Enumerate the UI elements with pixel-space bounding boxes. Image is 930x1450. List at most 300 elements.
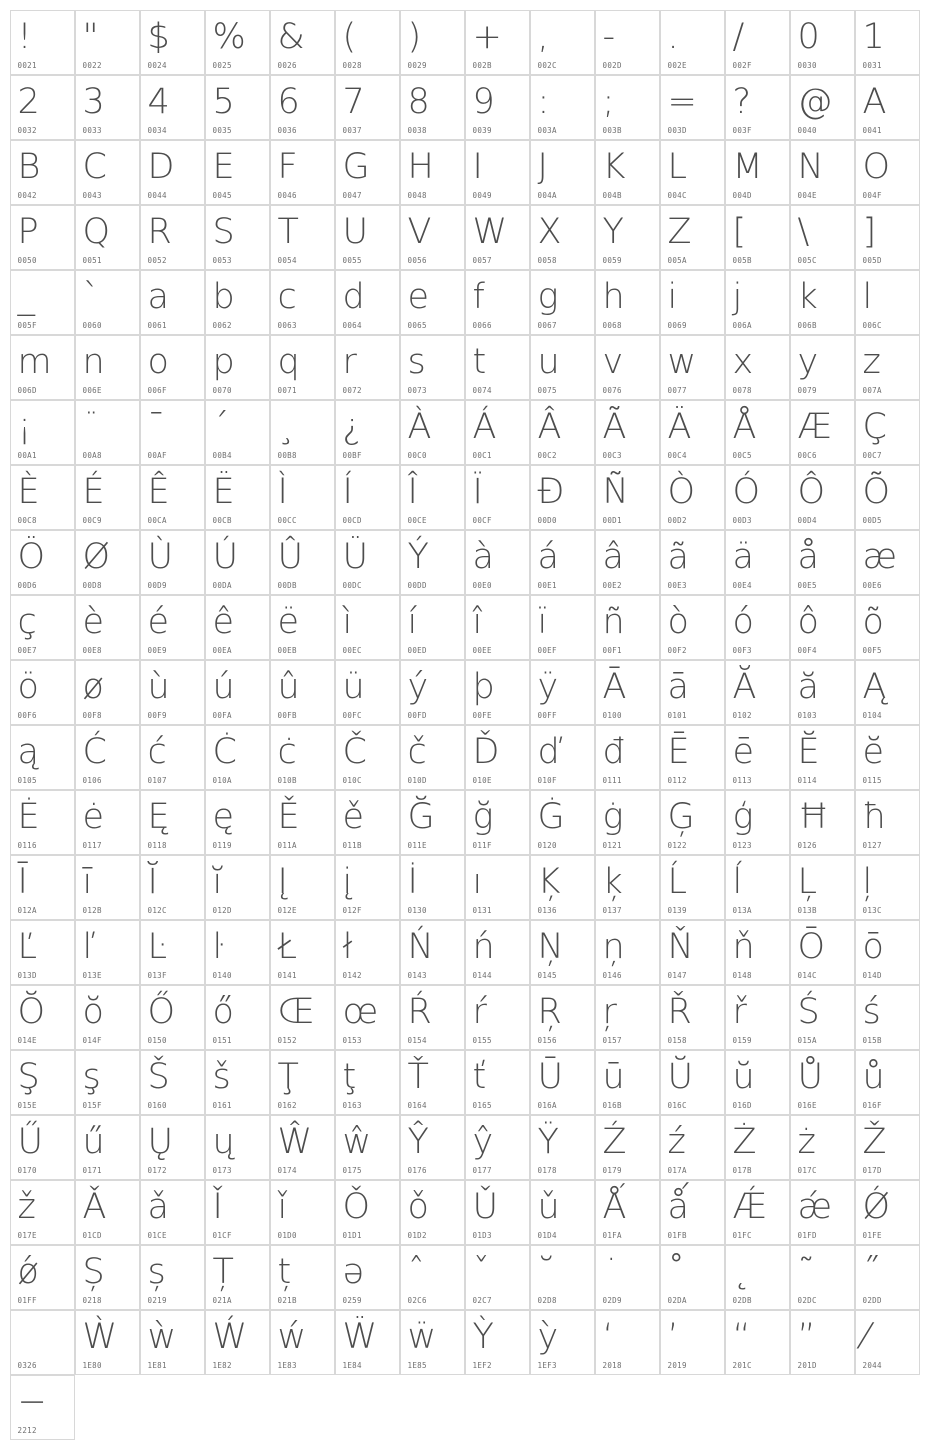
glyph-codepoint: 02DA — [667, 1296, 687, 1305]
glyph-codepoint: 0056 — [407, 256, 427, 265]
glyph-codepoint: 002F — [732, 61, 752, 70]
glyph-cell — [75, 1180, 141, 1246]
glyph-sample: é — [147, 601, 170, 642]
glyph-sample: Û — [277, 536, 304, 577]
glyph-sample: š — [212, 1056, 231, 1097]
glyph-cell — [10, 75, 76, 141]
glyph-codepoint: 016C — [667, 1101, 687, 1110]
glyph-cell — [270, 335, 336, 401]
glyph-cell — [595, 855, 661, 921]
glyph-sample: Ğ — [407, 796, 435, 837]
glyph-codepoint: 01FC — [732, 1231, 752, 1240]
glyph-cell — [595, 270, 661, 336]
glyph-codepoint: 0120 — [537, 841, 557, 850]
glyph-codepoint: 00D0 — [537, 516, 557, 525]
glyph-codepoint: 00DD — [407, 581, 427, 590]
glyph-sample: ¸ — [277, 406, 295, 447]
glyph-codepoint: 201D — [797, 1361, 817, 1370]
glyph-codepoint: 0119 — [212, 841, 232, 850]
glyph-codepoint: 0175 — [342, 1166, 362, 1175]
glyph-cell — [465, 1310, 531, 1376]
glyph-sample: Ź — [602, 1121, 627, 1162]
glyph-codepoint: 02DC — [797, 1296, 817, 1305]
glyph-cell — [595, 400, 661, 466]
glyph-codepoint: 0041 — [862, 126, 882, 135]
glyph-sample: k — [797, 276, 818, 317]
glyph-sample: ī — [82, 861, 93, 902]
glyph-sample: â — [602, 536, 624, 577]
glyph-codepoint: 0141 — [277, 971, 297, 980]
glyph-cell — [205, 465, 271, 531]
glyph-codepoint: 0219 — [147, 1296, 167, 1305]
glyph-codepoint: 0115 — [862, 776, 882, 785]
glyph-codepoint: 0259 — [342, 1296, 362, 1305]
glyph-codepoint: 002C — [537, 61, 557, 70]
glyph-cell — [790, 660, 856, 726]
glyph-sample: Ű — [17, 1121, 44, 1162]
glyph-sample: R — [147, 211, 172, 252]
glyph-sample: ø — [82, 666, 104, 707]
glyph-cell — [595, 1050, 661, 1116]
glyph-sample: Â — [537, 406, 562, 447]
glyph-cell — [530, 855, 596, 921]
glyph-codepoint: 00E6 — [862, 581, 882, 590]
glyph-sample: ł — [342, 926, 353, 967]
glyph-sample: & — [277, 16, 305, 57]
glyph-cell — [660, 1180, 726, 1246]
glyph-codepoint: 00CA — [147, 516, 167, 525]
glyph-cell — [75, 1115, 141, 1181]
glyph-codepoint: 0036 — [277, 126, 297, 135]
glyph-sample: õ — [862, 601, 884, 642]
glyph-codepoint: 021B — [277, 1296, 297, 1305]
glyph-cell — [530, 790, 596, 856]
glyph-codepoint: 0042 — [17, 191, 37, 200]
glyph-cell — [855, 855, 921, 921]
glyph-cell — [75, 855, 141, 921]
glyph-codepoint: 004D — [732, 191, 752, 200]
glyph-sample: [ — [732, 211, 747, 252]
glyph-sample: I — [472, 146, 483, 187]
glyph-codepoint: 00E9 — [147, 646, 167, 655]
glyph-codepoint: 0046 — [277, 191, 297, 200]
glyph-sample: Ħ — [797, 796, 830, 837]
glyph-cell — [465, 985, 531, 1051]
glyph-codepoint: 0021 — [17, 61, 37, 70]
glyph-cell — [660, 985, 726, 1051]
glyph-cell — [335, 855, 401, 921]
glyph-cell — [75, 1310, 141, 1376]
glyph-codepoint: 004A — [537, 191, 557, 200]
glyph-codepoint: 012F — [342, 906, 362, 915]
glyph-cell — [10, 1115, 76, 1181]
glyph-sample: ǽ — [797, 1186, 832, 1227]
glyph-cell — [140, 400, 206, 466]
glyph-codepoint: 016D — [732, 1101, 752, 1110]
glyph-sample: ģ — [732, 796, 754, 837]
glyph-sample: g — [537, 276, 559, 317]
glyph-cell — [400, 660, 466, 726]
glyph-sample: ä — [732, 536, 754, 577]
glyph-codepoint: 0104 — [862, 711, 882, 720]
glyph-codepoint: 02DB — [732, 1296, 752, 1305]
glyph-cell — [75, 1245, 141, 1311]
glyph-cell — [335, 790, 401, 856]
glyph-sample: ‘ — [602, 1316, 614, 1357]
glyph-codepoint: 012C — [147, 906, 167, 915]
glyph-cell — [855, 660, 921, 726]
glyph-codepoint: 0060 — [82, 321, 102, 330]
glyph-codepoint: 00C0 — [407, 451, 427, 460]
glyph-sample: æ — [862, 536, 897, 577]
glyph-cell — [790, 985, 856, 1051]
glyph-sample: ų — [212, 1121, 235, 1162]
glyph-sample: n — [82, 341, 105, 382]
glyph-codepoint: 0072 — [342, 386, 362, 395]
glyph-sample: Ü — [342, 536, 369, 577]
glyph-codepoint: 0068 — [602, 321, 622, 330]
glyph-cell — [10, 205, 76, 271]
glyph-codepoint: 00D4 — [797, 516, 817, 525]
glyph-sample: b — [212, 276, 235, 317]
glyph-cell — [530, 530, 596, 596]
glyph-codepoint: 0063 — [277, 321, 297, 330]
glyph-cell — [400, 920, 466, 986]
glyph-sample: ŵ — [342, 1121, 372, 1162]
glyph-codepoint: 0064 — [342, 321, 362, 330]
glyph-codepoint: 0130 — [407, 906, 427, 915]
glyph-cell — [530, 1050, 596, 1116]
glyph-cell — [400, 1180, 466, 1246]
glyph-codepoint: 0137 — [602, 906, 622, 915]
glyph-codepoint: 0156 — [537, 1036, 557, 1045]
glyph-codepoint: 0161 — [212, 1101, 232, 1110]
glyph-cell — [335, 75, 401, 141]
glyph-codepoint: 01D0 — [277, 1231, 297, 1240]
glyph-sample: % — [212, 16, 246, 57]
glyph-cell — [660, 400, 726, 466]
glyph-cell — [75, 985, 141, 1051]
glyph-codepoint: 0024 — [147, 61, 167, 70]
glyph-codepoint: 00D1 — [602, 516, 622, 525]
glyph-cell — [10, 855, 76, 921]
glyph-sample: − — [17, 1381, 47, 1422]
glyph-codepoint: 015B — [862, 1036, 882, 1045]
glyph-codepoint: 016E — [797, 1101, 817, 1110]
glyph-cell — [725, 140, 791, 206]
glyph-cell — [465, 1050, 531, 1116]
glyph-sample: ¡ — [17, 406, 32, 447]
glyph-cell — [595, 75, 661, 141]
glyph-codepoint: 00CB — [212, 516, 232, 525]
glyph-codepoint: 00E7 — [17, 646, 37, 655]
glyph-cell — [10, 660, 76, 726]
glyph-sample: + — [472, 16, 502, 57]
glyph-codepoint: 00D3 — [732, 516, 752, 525]
glyph-cell — [790, 335, 856, 401]
glyph-cell — [205, 205, 271, 271]
glyph-sample: K — [602, 146, 626, 187]
glyph-codepoint: 0051 — [82, 256, 102, 265]
glyph-sample: ó — [732, 601, 754, 642]
glyph-cell — [530, 465, 596, 531]
glyph-cell — [465, 140, 531, 206]
glyph-sample: Ľ — [17, 926, 37, 967]
glyph-sample: A — [862, 81, 887, 122]
glyph-codepoint: 005A — [667, 256, 687, 265]
glyph-codepoint: 0147 — [667, 971, 687, 980]
glyph-codepoint: 0177 — [472, 1166, 492, 1175]
glyph-cell — [205, 10, 271, 76]
glyph-cell — [10, 725, 76, 791]
glyph-cell — [335, 660, 401, 726]
glyph-codepoint: 00C9 — [82, 516, 102, 525]
glyph-sample: Ð — [537, 471, 565, 512]
glyph-cell — [465, 1245, 531, 1311]
glyph-codepoint: 0114 — [797, 776, 817, 785]
glyph-codepoint: 004C — [667, 191, 687, 200]
glyph-sample: Ş — [17, 1056, 40, 1097]
glyph-sample: Ŕ — [407, 991, 432, 1032]
glyph-cell — [855, 725, 921, 791]
glyph-sample: Y — [602, 211, 624, 252]
glyph-codepoint: 0045 — [212, 191, 232, 200]
glyph-cell — [270, 465, 336, 531]
glyph-codepoint: 00C5 — [732, 451, 752, 460]
glyph-codepoint: 0034 — [147, 126, 167, 135]
glyph-cell — [400, 465, 466, 531]
glyph-codepoint: 017A — [667, 1166, 687, 1175]
glyph-sample: Ĕ — [797, 731, 820, 772]
glyph-sample: Į — [277, 861, 288, 902]
glyph-sample: N — [797, 146, 824, 187]
glyph-cell — [530, 1245, 596, 1311]
glyph-codepoint: 005C — [797, 256, 817, 265]
glyph-cell — [790, 530, 856, 596]
glyph-codepoint: 01D4 — [537, 1231, 557, 1240]
glyph-codepoint: 00CD — [342, 516, 362, 525]
glyph-codepoint: 00C2 — [537, 451, 557, 460]
glyph-sample: W — [472, 211, 508, 252]
glyph-sample: ū — [602, 1056, 625, 1097]
glyph-codepoint: 01CD — [82, 1231, 102, 1240]
glyph-sample: L — [667, 146, 687, 187]
glyph-sample: C — [82, 146, 107, 187]
glyph-codepoint: 0143 — [407, 971, 427, 980]
glyph-sample: Ď — [472, 731, 500, 772]
glyph-sample: à — [472, 536, 494, 577]
glyph-cell — [790, 140, 856, 206]
glyph-cell — [10, 465, 76, 531]
glyph-codepoint: 0117 — [82, 841, 102, 850]
glyph-codepoint: 0171 — [82, 1166, 102, 1175]
glyph-sample: í — [407, 601, 418, 642]
glyph-codepoint: 00FD — [407, 711, 427, 720]
glyph-codepoint: 0053 — [212, 256, 232, 265]
glyph-sample: ´ — [212, 406, 230, 447]
glyph-codepoint: 0071 — [277, 386, 297, 395]
glyph-cell — [140, 855, 206, 921]
glyph-codepoint: 0052 — [147, 256, 167, 265]
glyph-cell — [465, 855, 531, 921]
glyph-sample: Ē — [667, 731, 690, 772]
glyph-cell — [725, 1115, 791, 1181]
glyph-cell — [595, 660, 661, 726]
glyph-sample: \ — [797, 211, 810, 252]
glyph-sample: Ġ — [537, 796, 565, 837]
glyph-cell — [465, 790, 531, 856]
glyph-cell — [660, 725, 726, 791]
glyph-sample: O — [862, 146, 891, 187]
glyph-codepoint: 0159 — [732, 1036, 752, 1045]
glyph-sample: Ù — [147, 536, 174, 577]
glyph-codepoint: 0044 — [147, 191, 167, 200]
glyph-sample: ò — [667, 601, 689, 642]
glyph-cell — [660, 660, 726, 726]
glyph-cell — [595, 140, 661, 206]
glyph-codepoint: 0170 — [17, 1166, 37, 1175]
glyph-cell — [530, 270, 596, 336]
glyph-codepoint: 0069 — [667, 321, 687, 330]
glyph-codepoint: 00F3 — [732, 646, 752, 655]
glyph-cell — [270, 75, 336, 141]
glyph-codepoint: 00DA — [212, 581, 232, 590]
glyph-cell — [335, 1115, 401, 1181]
glyph-sample: Ė — [17, 796, 40, 837]
glyph-cell — [660, 790, 726, 856]
glyph-cell — [205, 335, 271, 401]
glyph-cell — [400, 10, 466, 76]
glyph-sample: Ǒ — [342, 1186, 371, 1227]
glyph-codepoint: 00E8 — [82, 646, 102, 655]
glyph-sample: f — [472, 276, 485, 317]
glyph-cell — [530, 1180, 596, 1246]
glyph-sample: Ã — [602, 406, 627, 447]
glyph-cell — [790, 400, 856, 466]
glyph-sample: 9 — [472, 81, 495, 122]
glyph-sample: è — [82, 601, 105, 642]
glyph-cell — [725, 205, 791, 271]
glyph-cell — [595, 985, 661, 1051]
glyph-sample: Ő — [147, 991, 176, 1032]
glyph-codepoint: 0179 — [602, 1166, 622, 1175]
glyph-codepoint: 0142 — [342, 971, 362, 980]
glyph-cell — [270, 725, 336, 791]
glyph-cell — [465, 465, 531, 531]
glyph-sample: Ť — [407, 1056, 429, 1097]
glyph-codepoint: 00CE — [407, 516, 427, 525]
glyph-cell — [465, 725, 531, 791]
glyph-sample: ŷ — [472, 1121, 494, 1162]
glyph-codepoint: 013C — [862, 906, 882, 915]
glyph-cell — [270, 595, 336, 661]
glyph-cell — [725, 920, 791, 986]
glyph-codepoint: 015E — [17, 1101, 37, 1110]
glyph-cell — [140, 1245, 206, 1311]
glyph-codepoint: 0118 — [147, 841, 167, 850]
glyph-codepoint: 0157 — [602, 1036, 622, 1045]
glyph-cell — [140, 1180, 206, 1246]
glyph-codepoint: 00E2 — [602, 581, 622, 590]
glyph-cell — [465, 400, 531, 466]
glyph-cell — [400, 140, 466, 206]
glyph-codepoint: 0113 — [732, 776, 752, 785]
glyph-sample: Ý — [407, 536, 429, 577]
glyph-codepoint: 01FA — [602, 1231, 622, 1240]
glyph-sample: U — [342, 211, 369, 252]
glyph-codepoint: 00CF — [472, 516, 492, 525]
glyph-sample: r — [342, 341, 357, 382]
glyph-cell — [660, 205, 726, 271]
glyph-codepoint: 011A — [277, 841, 297, 850]
glyph-cell — [270, 1050, 336, 1116]
glyph-codepoint: 0073 — [407, 386, 427, 395]
glyph-codepoint: 0070 — [212, 386, 232, 395]
glyph-cell — [75, 465, 141, 531]
glyph-sample: Ċ — [212, 731, 237, 772]
glyph-sample: X — [537, 211, 562, 252]
glyph-sample: 1 — [862, 16, 885, 57]
glyph-sample: q — [277, 341, 300, 382]
glyph-codepoint: 0057 — [472, 256, 492, 265]
glyph-sample: ů — [862, 1056, 885, 1097]
glyph-sample: ý — [407, 666, 429, 707]
glyph-sample: d — [342, 276, 365, 317]
glyph-codepoint: 013E — [82, 971, 102, 980]
glyph-sample: Ǐ — [212, 1186, 223, 1227]
glyph-cell — [725, 465, 791, 531]
glyph-codepoint: 01FD — [797, 1231, 817, 1240]
glyph-sample: Å — [732, 406, 757, 447]
glyph-codepoint: 0158 — [667, 1036, 687, 1045]
glyph-codepoint: 0164 — [407, 1101, 427, 1110]
glyph-codepoint: 0111 — [602, 776, 622, 785]
glyph-cell — [75, 725, 141, 791]
glyph-codepoint: 0153 — [342, 1036, 362, 1045]
glyph-codepoint: 021A — [212, 1296, 232, 1305]
glyph-cell — [660, 1245, 726, 1311]
glyph-codepoint: 0160 — [147, 1101, 167, 1110]
glyph-cell — [140, 1050, 206, 1116]
glyph-sample: ë — [277, 601, 300, 642]
glyph-cell — [205, 1310, 271, 1376]
glyph-sample: ( — [342, 16, 357, 57]
glyph-codepoint: 017C — [797, 1166, 817, 1175]
glyph-sample: Œ — [277, 991, 315, 1032]
glyph-cell — [660, 10, 726, 76]
glyph-sample: P — [17, 211, 39, 252]
glyph-cell — [530, 140, 596, 206]
glyph-cell — [790, 1245, 856, 1311]
glyph-codepoint: 0172 — [147, 1166, 167, 1175]
glyph-codepoint: 012D — [212, 906, 232, 915]
glyph-codepoint: 0065 — [407, 321, 427, 330]
glyph-codepoint: 00FB — [277, 711, 297, 720]
glyph-codepoint: 0326 — [17, 1361, 37, 1370]
glyph-sample: ķ — [602, 861, 623, 902]
glyph-cell — [530, 985, 596, 1051]
glyph-sample: ˘ — [537, 1251, 555, 1292]
glyph-codepoint: 01D2 — [407, 1231, 427, 1240]
glyph-sample: / — [732, 16, 745, 57]
glyph-cell — [790, 1310, 856, 1376]
glyph-codepoint: 0047 — [342, 191, 362, 200]
glyph-codepoint: 014E — [17, 1036, 37, 1045]
glyph-sample: ō — [862, 926, 884, 967]
glyph-cell — [660, 855, 726, 921]
glyph-cell — [855, 335, 921, 401]
glyph-cell — [530, 75, 596, 141]
